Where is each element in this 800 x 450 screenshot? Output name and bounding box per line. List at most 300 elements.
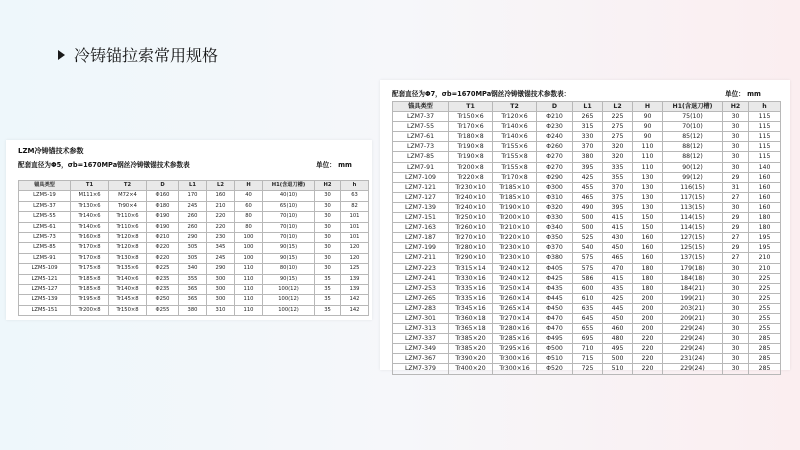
table-cell: Tr300×16 <box>493 364 537 374</box>
table-cell: 29 <box>723 213 749 223</box>
table-cell: 30 <box>723 303 749 313</box>
table-cell: Tr135×6 <box>109 264 147 274</box>
table-cell: Φ500 <box>537 344 573 354</box>
table-cell: 30 <box>723 283 749 293</box>
table-cell: Φ330 <box>537 213 573 223</box>
table-cell: 110 <box>235 305 263 315</box>
table-cell: Tr130×6 <box>71 201 109 211</box>
column-header: D <box>537 102 573 112</box>
table-cell: Φ290 <box>537 172 573 182</box>
table-cell: Φ520 <box>537 364 573 374</box>
table-cell: 110 <box>235 295 263 305</box>
table-cell: Tr145×8 <box>109 295 147 305</box>
table-cell: 500 <box>603 354 633 364</box>
table-cell: 540 <box>573 243 603 253</box>
table-cell: 35 <box>315 305 341 315</box>
table-cell: 30 <box>723 334 749 344</box>
table-cell: 140 <box>749 162 781 172</box>
table-cell: Φ225 <box>147 264 179 274</box>
table-cell: Tr195×8 <box>71 295 109 305</box>
table-cell: 184(18) <box>663 273 723 283</box>
table-cell: Tr280×10 <box>449 243 493 253</box>
table-cell: 380 <box>573 152 603 162</box>
table-cell: Tr295×16 <box>493 344 537 354</box>
table-cell: LZM7-55 <box>393 122 449 132</box>
table-cell: Tr120×6 <box>493 112 537 122</box>
table-cell: Tr335×16 <box>449 283 493 293</box>
table-row <box>393 283 781 293</box>
table-cell: 415 <box>603 223 633 233</box>
table-row <box>393 112 781 122</box>
table-cell: Tr300×16 <box>493 354 537 364</box>
table-cell: 30 <box>723 202 749 212</box>
table-cell: Tr220×10 <box>493 233 537 243</box>
table-cell: 115 <box>749 132 781 142</box>
table-cell: 209(21) <box>663 313 723 323</box>
table-cell: 220 <box>633 334 663 344</box>
table-cell: LZM5-85 <box>19 243 71 253</box>
table-cell: 315 <box>573 122 603 132</box>
table-row <box>19 274 369 284</box>
table-cell: Φ450 <box>537 303 573 313</box>
table-cell: 88(12) <box>663 142 723 152</box>
table-row <box>393 172 781 182</box>
table-cell: 170 <box>179 191 207 201</box>
table-cell: 125 <box>341 264 369 274</box>
table-cell: Tr400×20 <box>449 364 493 374</box>
table-cell: 245 <box>207 253 235 263</box>
table-cell: 610 <box>573 293 603 303</box>
table-row <box>393 364 781 374</box>
table-row <box>393 313 781 323</box>
table-cell: 30 <box>315 222 341 232</box>
table-cell: 255 <box>749 313 781 323</box>
lzm7-unit-label: 单位： mm <box>725 90 761 98</box>
table-cell: LZM5-151 <box>19 305 71 315</box>
table-cell: Φ510 <box>537 354 573 364</box>
table-cell: LZM7-253 <box>393 283 449 293</box>
table-cell: 63 <box>341 191 369 201</box>
table-row <box>393 293 781 303</box>
table-cell: 450 <box>603 313 633 323</box>
table-row <box>393 324 781 334</box>
table-cell: Φ220 <box>147 243 179 253</box>
table-cell: 80(10) <box>263 264 315 274</box>
table-row <box>19 305 369 315</box>
table-cell: 35 <box>315 295 341 305</box>
table-row <box>19 295 369 305</box>
table-cell: 30 <box>723 142 749 152</box>
table-cell: 139 <box>341 274 369 284</box>
table-cell: 30 <box>723 364 749 374</box>
table-cell: 229(24) <box>663 324 723 334</box>
table-cell: LZM5-139 <box>19 295 71 305</box>
table-cell: Tr140×6 <box>71 222 109 232</box>
table-cell: 586 <box>573 273 603 283</box>
table-cell: LZM7-223 <box>393 263 449 273</box>
table-row <box>393 243 781 253</box>
table-cell: LZM7-37 <box>393 112 449 122</box>
table-cell: 125(15) <box>663 243 723 253</box>
table-row <box>393 142 781 152</box>
table-cell: 90(15) <box>263 243 315 253</box>
table-cell: 220 <box>633 364 663 374</box>
table-cell: Tr265×14 <box>493 303 537 313</box>
table-cell: Φ190 <box>147 222 179 232</box>
table-cell: Φ240 <box>537 132 573 142</box>
table-cell: 370 <box>603 182 633 192</box>
table-cell: 225 <box>749 293 781 303</box>
table-cell: LZM5-73 <box>19 233 71 243</box>
table-cell: 195 <box>749 243 781 253</box>
table-cell: 70(10) <box>263 233 315 243</box>
table-cell: 320 <box>603 142 633 152</box>
table-cell: 180 <box>749 223 781 233</box>
table-cell: 116(15) <box>663 182 723 192</box>
table-cell: 142 <box>341 305 369 315</box>
table-cell: Tr180×8 <box>449 132 493 142</box>
table-cell: 115 <box>749 152 781 162</box>
table-cell: 110 <box>633 162 663 172</box>
table-cell: LZM5-109 <box>19 264 71 274</box>
table-cell: 115 <box>749 142 781 152</box>
table-cell: 100 <box>235 243 263 253</box>
table-cell: 500 <box>573 223 603 233</box>
table-cell: 31 <box>723 182 749 192</box>
table-cell: 480 <box>603 334 633 344</box>
table-cell: Φ310 <box>537 192 573 202</box>
table-cell: Tr230×10 <box>493 253 537 263</box>
table-cell: 500 <box>573 213 603 223</box>
table-cell: 210 <box>749 253 781 263</box>
table-cell: 415 <box>603 273 633 283</box>
table-row <box>393 162 781 172</box>
table-cell: 225 <box>749 283 781 293</box>
table-cell: 90 <box>633 112 663 122</box>
table-cell: Tr390×20 <box>449 354 493 364</box>
table-cell: 425 <box>573 172 603 182</box>
column-header: L2 <box>207 181 235 191</box>
table-cell: 137(15) <box>663 253 723 263</box>
table-cell: LZM7-139 <box>393 202 449 212</box>
table-cell: 40(10) <box>263 191 315 201</box>
table-cell: 80 <box>235 212 263 222</box>
table-row <box>393 263 781 273</box>
table-cell: LZM7-91 <box>393 162 449 172</box>
table-cell: Tr110×6 <box>109 212 147 222</box>
table-cell: Tr170×8 <box>71 243 109 253</box>
table-cell: 35 <box>315 285 341 295</box>
table-cell: Tr365×18 <box>449 324 493 334</box>
table-cell: Φ445 <box>537 293 573 303</box>
table-cell: Tr140×6 <box>493 122 537 132</box>
table-cell: Tr260×10 <box>449 223 493 233</box>
table-cell: 100(12) <box>263 305 315 315</box>
table-cell: 290 <box>207 264 235 274</box>
table-header-row <box>393 102 781 112</box>
column-header: D <box>147 181 179 191</box>
table-cell: Tr155×8 <box>493 162 537 172</box>
table-row <box>393 344 781 354</box>
table-cell: LZM7-349 <box>393 344 449 354</box>
table-cell: 80 <box>235 222 263 232</box>
table-row <box>393 354 781 364</box>
table-cell: Φ270 <box>537 152 573 162</box>
table-cell: 99(12) <box>663 172 723 182</box>
table-cell: Φ255 <box>147 305 179 315</box>
table-cell: LZM7-187 <box>393 233 449 243</box>
table-cell: 30 <box>723 324 749 334</box>
table-cell: LZM7-241 <box>393 273 449 283</box>
table-cell: 305 <box>179 243 207 253</box>
table-cell: Φ380 <box>537 253 573 263</box>
table-row <box>393 202 781 212</box>
table-cell: 139 <box>341 285 369 295</box>
table-cell: 260 <box>179 212 207 222</box>
table-cell: 30 <box>315 233 341 243</box>
table-cell: 265 <box>573 112 603 122</box>
table-cell: Tr150×8 <box>109 305 147 315</box>
table-cell: Φ210 <box>537 112 573 122</box>
table-cell: 142 <box>341 295 369 305</box>
table-cell: Tr280×16 <box>493 324 537 334</box>
table-cell: 465 <box>603 253 633 263</box>
table-cell: 184(21) <box>663 283 723 293</box>
table-cell: Tr385×20 <box>449 344 493 354</box>
table-cell: Tr185×10 <box>493 182 537 192</box>
table-cell: 180 <box>633 273 663 283</box>
table-cell: Tr120×8 <box>109 243 147 253</box>
table-cell: 330 <box>573 132 603 142</box>
table-row <box>19 253 369 263</box>
table-cell: 30 <box>315 191 341 201</box>
table-cell: 60 <box>235 201 263 211</box>
table-cell: 100 <box>235 253 263 263</box>
table-cell: Φ260 <box>537 142 573 152</box>
table-cell: Tr90×4 <box>109 201 147 211</box>
table-cell: Φ470 <box>537 324 573 334</box>
column-header: H2 <box>315 181 341 191</box>
table-cell: Φ235 <box>147 285 179 295</box>
table-row <box>393 152 781 162</box>
table-cell: 110 <box>235 264 263 274</box>
table-cell: 130 <box>633 192 663 202</box>
table-row <box>393 213 781 223</box>
table-cell: 460 <box>603 324 633 334</box>
table-cell: Tr315×14 <box>449 263 493 273</box>
table-cell: 100 <box>235 233 263 243</box>
table-cell: 115 <box>749 122 781 132</box>
table-cell: Tr140×8 <box>109 285 147 295</box>
table-cell: LZM7-337 <box>393 334 449 344</box>
table-cell: 160 <box>749 172 781 182</box>
table-cell: 200 <box>633 324 663 334</box>
table-cell: 195 <box>749 233 781 243</box>
table-cell: 275 <box>603 122 633 132</box>
lzm7-table-caption: 配套直径为Φ7，σb=1670MPa钢丝冷铸镦锚技术参数表： <box>392 90 571 98</box>
table-cell: 27 <box>723 192 749 202</box>
table-cell: Tr270×10 <box>449 233 493 243</box>
table-cell: 380 <box>179 305 207 315</box>
table-cell: 230 <box>207 233 235 243</box>
table-row <box>19 285 369 295</box>
table-cell: 30 <box>315 253 341 263</box>
table-cell: 88(12) <box>663 152 723 162</box>
table-cell: 160 <box>749 192 781 202</box>
table-cell: 290 <box>179 233 207 243</box>
table-cell: 220 <box>633 344 663 354</box>
table-cell: 300 <box>207 285 235 295</box>
table-cell: Tr190×8 <box>449 142 493 152</box>
table-cell: Φ235 <box>147 274 179 284</box>
column-header: H <box>633 102 663 112</box>
table-cell: Tr200×8 <box>71 305 109 315</box>
table-cell: Φ405 <box>537 263 573 273</box>
table-cell: Tr160×8 <box>71 233 109 243</box>
table-cell: LZM5-121 <box>19 274 71 284</box>
table-cell: Φ190 <box>147 212 179 222</box>
table-cell: LZM7-61 <box>393 132 449 142</box>
table-cell: 425 <box>603 293 633 303</box>
lzm5-unit-label: 单位： mm <box>316 161 352 169</box>
table-cell: 30 <box>315 212 341 222</box>
table-cell: Φ370 <box>537 243 573 253</box>
table-cell: LZM7-379 <box>393 364 449 374</box>
table-cell: 110 <box>235 285 263 295</box>
table-cell: Tr360×18 <box>449 313 493 323</box>
table-row <box>393 223 781 233</box>
lzm5-table-caption: 配套直径为Φ5，σb=1670MPa钢丝冷铸镦锚技术参数表 <box>18 161 190 169</box>
table-cell: Tr175×8 <box>71 264 109 274</box>
table-cell: 30 <box>723 263 749 273</box>
table-cell: 90(12) <box>663 162 723 172</box>
table-cell: 355 <box>603 172 633 182</box>
table-cell: Φ320 <box>537 202 573 212</box>
table-cell: 114(15) <box>663 223 723 233</box>
table-cell: Tr140×6 <box>493 132 537 142</box>
lzm7-spec-panel <box>380 80 790 373</box>
table-cell: 430 <box>603 233 633 243</box>
page-title: 冷铸锚拉索常用规格 <box>74 46 219 65</box>
table-cell: 600 <box>573 283 603 293</box>
table-cell: LZM5-55 <box>19 212 71 222</box>
table-cell: 90(15) <box>263 274 315 284</box>
column-header: L1 <box>573 102 603 112</box>
table-cell: 30 <box>723 313 749 323</box>
table-cell: 465 <box>573 192 603 202</box>
table-cell: 40 <box>235 191 263 201</box>
table-cell: LZM7-121 <box>393 182 449 192</box>
table-cell: Φ250 <box>147 295 179 305</box>
table-cell: Tr140×6 <box>71 212 109 222</box>
table-cell: 365 <box>179 295 207 305</box>
table-cell: Tr170×6 <box>449 122 493 132</box>
column-header: h <box>749 102 781 112</box>
table-cell: 210 <box>749 263 781 273</box>
table-cell: LZM7-211 <box>393 253 449 263</box>
table-cell: Tr170×8 <box>71 253 109 263</box>
table-cell: Tr345×16 <box>449 303 493 313</box>
table-cell: 30 <box>723 152 749 162</box>
table-cell: 90(15) <box>263 253 315 263</box>
table-cell: 101 <box>341 212 369 222</box>
table-cell: Φ220 <box>147 253 179 263</box>
table-cell: M72×4 <box>109 191 147 201</box>
table-cell: M111×6 <box>71 191 109 201</box>
table-cell: Tr185×8 <box>71 285 109 295</box>
table-cell: Tr220×8 <box>449 172 493 182</box>
column-header: T1 <box>449 102 493 112</box>
table-cell: 85(12) <box>663 132 723 142</box>
table-row <box>19 264 369 274</box>
table-cell: 395 <box>573 162 603 172</box>
table-cell: Tr185×8 <box>71 274 109 284</box>
table-cell: LZM5-37 <box>19 201 71 211</box>
table-cell: 715 <box>573 354 603 364</box>
table-cell: LZM7-301 <box>393 313 449 323</box>
column-header: H <box>235 181 263 191</box>
table-cell: 370 <box>573 142 603 152</box>
table-cell: 30 <box>723 344 749 354</box>
table-cell: Tr130×8 <box>109 253 147 263</box>
table-cell: 200 <box>633 313 663 323</box>
table-cell: 645 <box>573 313 603 323</box>
table-cell: 101 <box>341 222 369 232</box>
table-cell: 225 <box>749 273 781 283</box>
table-cell: 695 <box>573 334 603 344</box>
table-cell: 27 <box>723 253 749 263</box>
table-cell: Tr240×12 <box>493 273 537 283</box>
table-cell: 229(24) <box>663 364 723 374</box>
table-cell: 180 <box>633 263 663 273</box>
table-cell: Tr240×12 <box>493 263 537 273</box>
table-cell: 120 <box>341 243 369 253</box>
table-cell: 100(12) <box>263 285 315 295</box>
table-cell: Tr185×10 <box>493 192 537 202</box>
table-cell: 231(24) <box>663 354 723 364</box>
table-cell: Tr335×16 <box>449 293 493 303</box>
table-cell: 130 <box>633 182 663 192</box>
lzm5-spec-panel <box>6 140 372 320</box>
table-cell: 575 <box>573 263 603 273</box>
table-cell: 120 <box>341 253 369 263</box>
table-cell: 300 <box>207 295 235 305</box>
table-cell: LZM7-73 <box>393 142 449 152</box>
table-cell: 29 <box>723 172 749 182</box>
table-cell: 70(10) <box>263 222 315 232</box>
table-cell: 450 <box>603 243 633 253</box>
table-cell: 70(10) <box>263 212 315 222</box>
table-cell: 90 <box>633 122 663 132</box>
table-cell: Φ425 <box>537 273 573 283</box>
table-cell: LZM7-163 <box>393 223 449 233</box>
table-cell: 101 <box>341 233 369 243</box>
table-cell: 90 <box>633 132 663 142</box>
table-cell: 210 <box>207 201 235 211</box>
column-header: H1(含退刀槽) <box>263 181 315 191</box>
table-row <box>393 253 781 263</box>
table-cell: 180 <box>633 283 663 293</box>
table-cell: 495 <box>603 344 633 354</box>
table-cell: 305 <box>179 253 207 263</box>
table-cell: 345 <box>207 243 235 253</box>
table-cell: 355 <box>179 274 207 284</box>
table-cell: 30 <box>723 354 749 364</box>
table-cell: 70(10) <box>663 122 723 132</box>
table-cell: 415 <box>603 213 633 223</box>
table-cell: 220 <box>633 354 663 364</box>
table-cell: 200 <box>633 293 663 303</box>
